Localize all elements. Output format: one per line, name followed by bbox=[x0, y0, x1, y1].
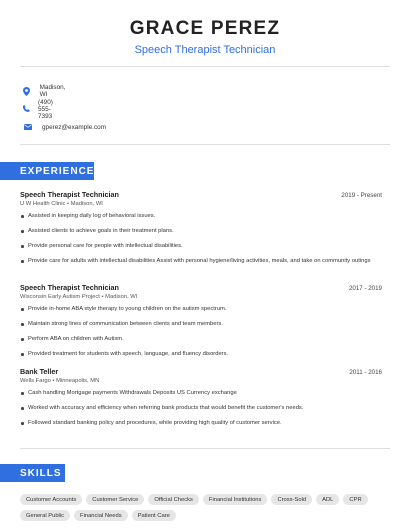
envelope-icon bbox=[22, 124, 34, 130]
email-text[interactable]: gperez@example.com bbox=[42, 123, 107, 131]
job-company: U W Health Clinic bbox=[20, 201, 66, 207]
job-title: Speech Therapist Technician bbox=[20, 190, 119, 199]
job-bullets bbox=[20, 212, 382, 265]
job-title: Bank Teller bbox=[20, 367, 59, 376]
map-pin-icon bbox=[22, 87, 32, 96]
experience-heading: EXPERIENCE bbox=[0, 162, 94, 180]
job-bullets bbox=[20, 389, 382, 427]
skill-chip: General Public bbox=[20, 510, 70, 521]
job-title: Speech Therapist Technician bbox=[20, 283, 119, 292]
job-employer: U W Health Clinic • Madison, WI bbox=[20, 201, 103, 207]
job-company: Wells Fargo bbox=[20, 378, 51, 384]
skill-chip: CPR bbox=[343, 494, 367, 505]
job-employer: Wisconsin Early Autism Project • Madison, WI bbox=[20, 294, 138, 300]
job-bullets bbox=[20, 305, 382, 358]
job-location: Madison, WI bbox=[105, 294, 138, 300]
phone-text: (490) 555-7393 bbox=[38, 98, 53, 120]
job-bullet: Worked with accuracy and efficiency when referring bank products that would benefit the customer's needs. bbox=[20, 404, 382, 412]
skill-chip: Financial Institutions bbox=[203, 494, 268, 505]
job-bullet: Provide in-home ABA style therapy to young children on the autism spectrum. bbox=[20, 305, 382, 313]
job-dates: 2019 - Present bbox=[341, 192, 382, 199]
job-entry bbox=[20, 283, 382, 365]
contact-divider bbox=[20, 144, 390, 145]
skill-chip: ADL bbox=[316, 494, 339, 505]
job-bullet: Assisted clients to achieve goals in their treatment plans. bbox=[20, 227, 382, 235]
skill-chip: Customer Accounts bbox=[20, 494, 82, 505]
job-bullet: Provide care for adults with intellectual disabilities Assist with personal hygiene/living activities, meals, and take on community outings bbox=[20, 257, 382, 265]
skill-chip: Patient Care bbox=[132, 510, 176, 521]
phone-icon bbox=[22, 105, 30, 113]
skills-heading: SKILLS bbox=[0, 464, 65, 482]
job-employer: Wells Fargo • Minneapolis, MN bbox=[20, 378, 100, 384]
job-bullet: Maintain strong lines of communication between clients and team members. bbox=[20, 320, 382, 328]
skill-chip: Customer Service bbox=[86, 494, 144, 505]
location-text: Madison, WI bbox=[39, 84, 66, 98]
job-bullet: Provide personal care for people with intellectual disabilities. bbox=[20, 242, 382, 250]
contact-email[interactable] bbox=[20, 118, 106, 136]
job-bullet: Followed standard banking policy and procedures, while providing high quality of customer service. bbox=[20, 419, 382, 427]
job-entry bbox=[20, 190, 382, 272]
resume-header bbox=[0, 0, 410, 62]
job-bullet: Provided treatment for students with speech, language, and fluency disorders. bbox=[20, 350, 382, 358]
job-dates: 2011 - 2016 bbox=[349, 369, 382, 376]
contact-phone bbox=[20, 100, 57, 118]
job-bullet: Assisted in keeping daily log of behavioral issues. bbox=[20, 212, 382, 220]
contact-location bbox=[20, 82, 68, 100]
job-entry bbox=[20, 367, 382, 434]
experience-divider bbox=[20, 448, 390, 449]
job-bullet: Cash handling Mortgage payments Withdrawals Deposits US Currency exchange bbox=[20, 389, 382, 397]
job-company: Wisconsin Early Autism Project bbox=[20, 294, 100, 300]
candidate-title: Speech Therapist Technician bbox=[134, 44, 276, 56]
job-location: Madison, WI bbox=[70, 201, 103, 207]
skill-chip: Official Checks bbox=[148, 494, 199, 505]
skills-list bbox=[20, 494, 390, 521]
header-divider bbox=[20, 66, 390, 67]
job-bullet: Perform ABA on children with Autism. bbox=[20, 335, 382, 343]
candidate-name: GRACE PEREZ bbox=[129, 18, 281, 39]
job-location: Minneapolis, MN bbox=[56, 378, 100, 384]
job-dates: 2017 - 2019 bbox=[348, 285, 382, 292]
skill-chip: Financial Needs bbox=[74, 510, 128, 521]
skill-chip: Cross-Sold bbox=[271, 494, 312, 505]
